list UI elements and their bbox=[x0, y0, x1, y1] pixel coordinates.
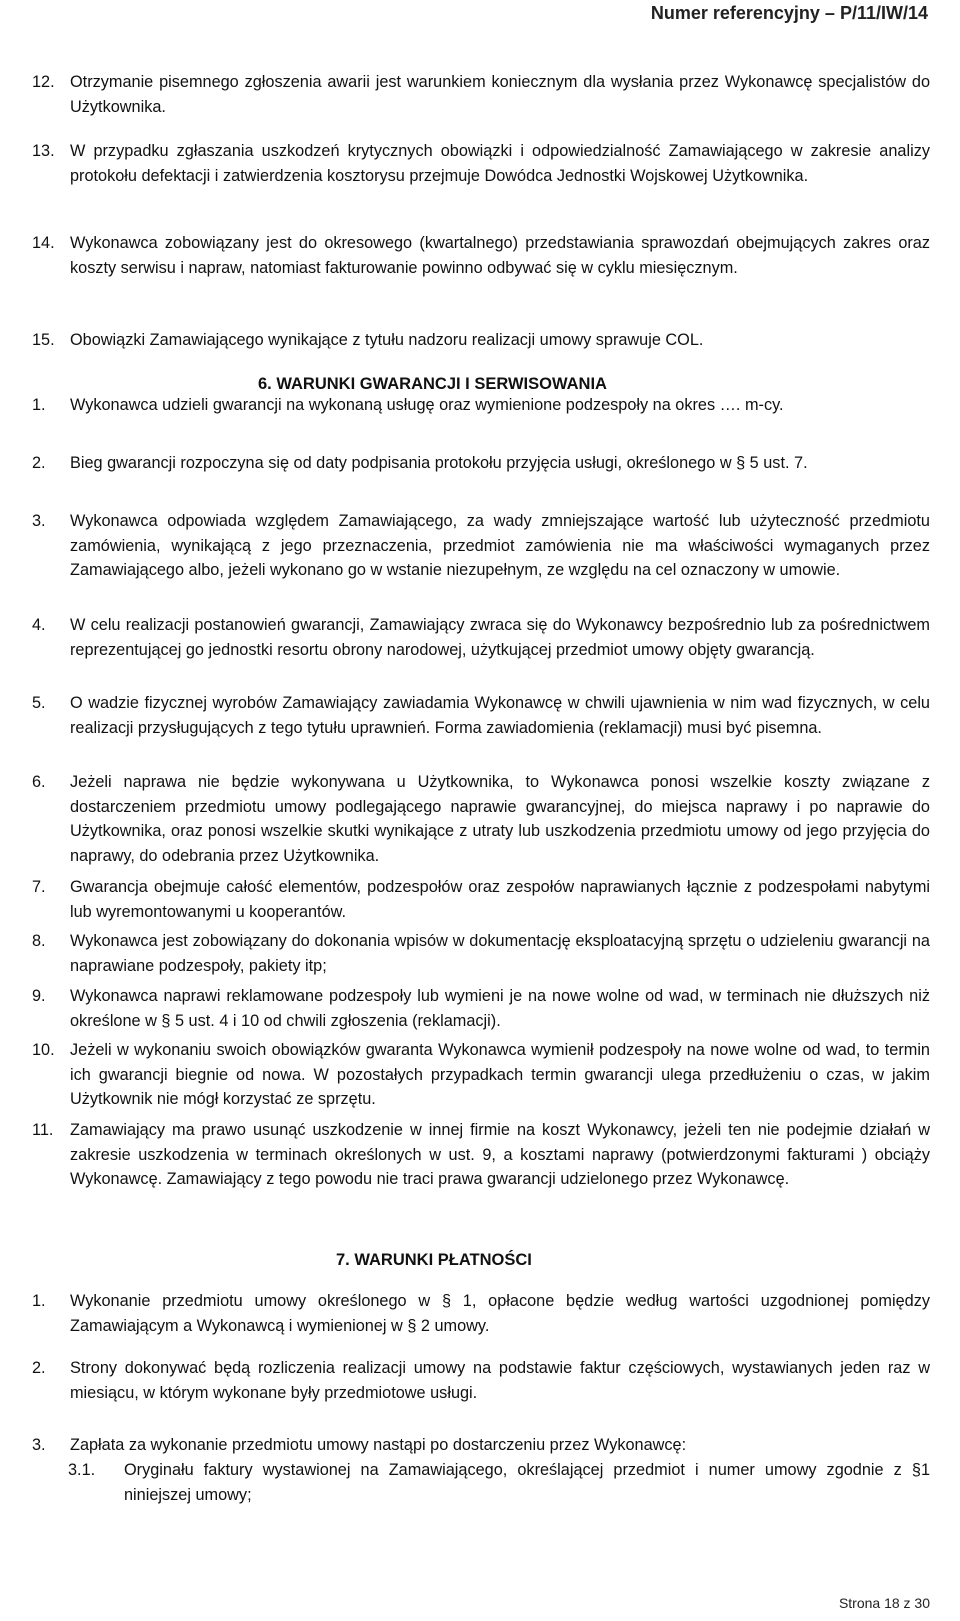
list-item bbox=[32, 770, 930, 868]
item-text: Oryginału faktury wystawionej na Zamawiającego, określającej przedmiot i numer umowy zgodnie z §1 niniejszej umowy; bbox=[124, 1461, 930, 1504]
item-text: Wykonawca odpowiada względem Zamawiającego, za wady zmniejszające wartość lub użyteczność przedmiotu zamówienia, wynikającą z jego przeznaczenia, przedmiot zamówienia nie ma właściwości wymaganych przez Zamawiającego albo, jeżeli wykonano go w wstanie niezupełnym, ze względu na cel oznaczony w umowie. bbox=[70, 512, 930, 580]
item-text: Wykonawca zobowiązany jest do okresowego (kwartalnego) przedstawiania sprawozdań obejmujących zakres oraz koszty serwisu i napraw, natomiast fakturowanie powinno odbywać się w cyklu miesięcznym. bbox=[70, 234, 930, 277]
item-number: 15. bbox=[32, 331, 55, 349]
list-item bbox=[32, 1356, 930, 1405]
item-number: 12. bbox=[32, 73, 55, 91]
list-item bbox=[32, 1289, 930, 1338]
list-item bbox=[32, 613, 930, 662]
list-item bbox=[32, 984, 930, 1033]
item-text: Gwarancja obejmuje całość elementów, podzespołów oraz zespołów naprawianych łącznie z podzespołami nabytymi lub wyremontowanymi u kooperantów. bbox=[70, 878, 930, 921]
item-text: Otrzymanie pisemnego zgłoszenia awarii jest warunkiem koniecznym dla wysłania przez Wykonawcę specjalistów do Użytkownika. bbox=[70, 73, 930, 116]
item-number: 14. bbox=[32, 234, 55, 252]
list-item bbox=[32, 328, 930, 353]
item-number: 2. bbox=[32, 454, 46, 472]
item-number: 7. bbox=[32, 878, 46, 896]
item-text: Zamawiający ma prawo usunąć uszkodzenie w innej firmie na koszt Wykonawcy, jeżeli ten nie podejmie działań w zakresie uszkodzenia w terminach określonych w ust. 9, a kosztami naprawy (potwierdzonymi fakturami ) obciąży Wykonawcę. Zamawiający z tego powodu nie traci prawa gwarancji udzielonego przez Wykonawcę. bbox=[70, 1121, 930, 1189]
item-text: Zapłata za wykonanie przedmiotu umowy nastąpi po dostarczeniu przez Wykonawcę: bbox=[70, 1436, 687, 1454]
list-item bbox=[32, 1038, 930, 1112]
page-number: Strona 18 z 30 bbox=[838, 1595, 930, 1611]
item-text: Wykonawca udzieli gwarancji na wykonaną usługę oraz wymienione podzespoły na okres …. m-cy. bbox=[70, 396, 784, 414]
list-item bbox=[32, 139, 930, 188]
reference-number: Numer referencyjny – P/11/IW/14 bbox=[650, 3, 928, 23]
list-item bbox=[32, 1433, 930, 1458]
item-number: 10. bbox=[32, 1041, 55, 1059]
item-text: Strony dokonywać będą rozliczenia realizacji umowy na podstawie faktur częściowych, wystawianych jeden raz w miesiącu, w którym wykonane były przedmiotowe usługi. bbox=[70, 1359, 930, 1402]
item-number: 6. bbox=[32, 773, 46, 791]
item-number: 1. bbox=[32, 396, 46, 414]
list-item bbox=[32, 231, 930, 280]
item-number: 3.1. bbox=[68, 1461, 96, 1479]
item-number: 3. bbox=[32, 512, 46, 530]
list-item bbox=[32, 1118, 930, 1192]
list-item bbox=[32, 70, 930, 119]
item-number: 13. bbox=[32, 142, 55, 160]
item-text: Obowiązki Zamawiającego wynikające z tytułu nadzoru realizacji umowy sprawuje COL. bbox=[70, 331, 704, 349]
list-item bbox=[32, 691, 930, 740]
item-number: 9. bbox=[32, 987, 46, 1005]
item-number: 3. bbox=[32, 1436, 46, 1454]
list-item bbox=[32, 393, 930, 418]
section-heading: 6. WARUNKI GWARANCJI I SERWISOWANIA bbox=[258, 375, 607, 393]
item-text: W celu realizacji postanowień gwarancji, Zamawiający zwraca się do Wykonawcy bezpośrednio lub za pośrednictwem reprezentującej go jednostki resortu obrony narodowej, użytkującej przedmiot umowy objęty gwarancją. bbox=[70, 616, 930, 659]
item-text: O wadzie fizycznej wyrobów Zamawiający zawiadamia Wykonawcę w chwili ujawnienia w nim wad fizycznych, w celu realizacji przysługujących z tego tytułu uprawnień. Forma zawiadomienia (reklamacji) musi być pisemna. bbox=[70, 694, 930, 737]
list-item bbox=[32, 929, 930, 978]
section-heading: 7. WARUNKI PŁATNOŚCI bbox=[336, 1251, 532, 1269]
item-text: Jeżeli w wykonaniu swoich obowiązków gwaranta Wykonawca wymienił podzespoły na nowe wolne od wad, to termin ich gwarancji biegnie od nowa. W pozostałych przypadkach termin gwarancji ulega przedłużeniu o czas, w jakim Użytkownik nie mógł korzystać ze sprzętu. bbox=[70, 1041, 930, 1109]
item-number: 5. bbox=[32, 694, 46, 712]
item-number: 4. bbox=[32, 616, 46, 634]
item-number: 11. bbox=[32, 1121, 54, 1139]
item-number: 1. bbox=[32, 1292, 46, 1310]
item-text: Wykonanie przedmiotu umowy określonego w § 1, opłacone będzie według wartości uzgodnionej pomiędzy Zamawiającym a Wykonawcą i wymienionej w § 2 umowy. bbox=[70, 1292, 930, 1335]
item-text: Jeżeli naprawa nie będzie wykonywana u Użytkownika, to Wykonawca ponosi wszelkie koszty związane z dostarczeniem przedmiotu umowy podlegającego naprawie gwarancyjnej, do miejsca naprawy i po naprawie do Użytkownika, oraz ponosi wszelkie skutki wynikające z utraty lub uszkodzenia przedmiotu umowy od jego przyjęcia do naprawy, do odebrania przez Użytkownika. bbox=[70, 773, 930, 865]
list-item bbox=[32, 509, 930, 583]
item-number: 8. bbox=[32, 932, 46, 950]
list-item bbox=[32, 451, 930, 476]
item-text: Bieg gwarancji rozpoczyna się od daty podpisania protokołu przyjęcia usługi, określonego w § 5 ust. 7. bbox=[70, 454, 808, 472]
item-text: W przypadku zgłaszania uszkodzeń krytycznych obowiązki i odpowiedzialność Zamawiającego w zakresie analizy protokołu defektacji i zatwierdzenia kosztorysu przejmuje Dowódca Jednostki Wojskowej Użytkownika. bbox=[70, 142, 930, 185]
item-text: Wykonawca naprawi reklamowane podzespoły lub wymieni je na nowe wolne od wad, w terminach nie dłuższych niż określone w § 5 ust. 4 i 10 od chwili zgłoszenia (reklamacji). bbox=[70, 987, 930, 1030]
list-item bbox=[32, 875, 930, 924]
item-text: Wykonawca jest zobowiązany do dokonania wpisów w dokumentację eksploatacyjną sprzętu o udzieleniu gwarancji na naprawiane podzespoły, pakiety itp; bbox=[70, 932, 930, 975]
item-number: 2. bbox=[32, 1359, 46, 1377]
sub-list-item bbox=[68, 1458, 930, 1507]
